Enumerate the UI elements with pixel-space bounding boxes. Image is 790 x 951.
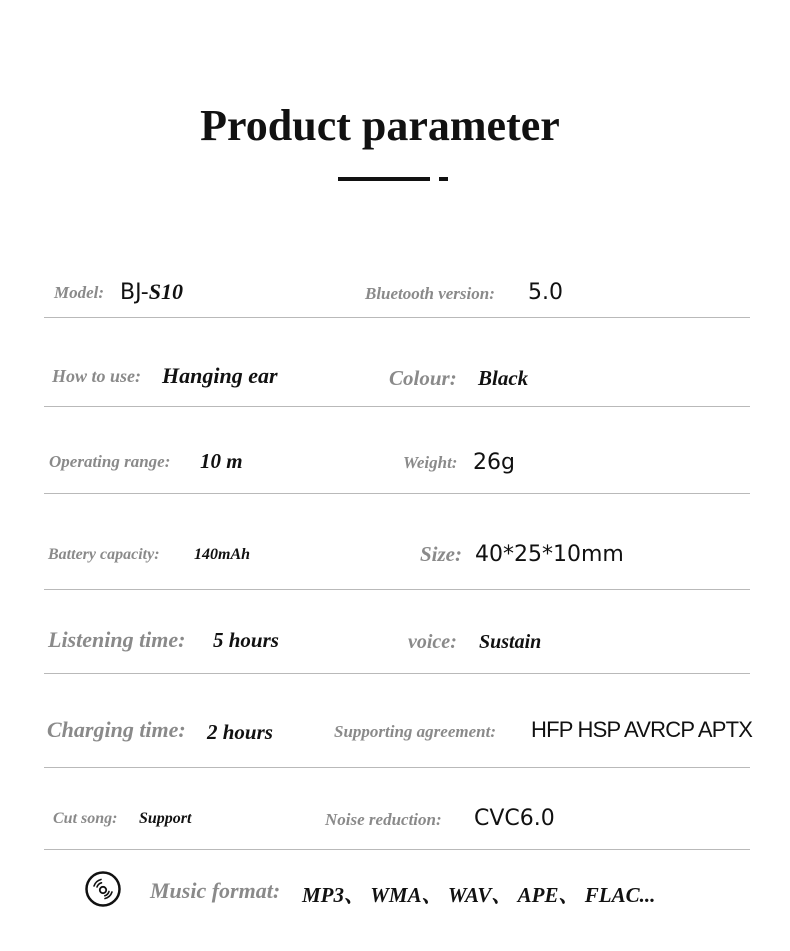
battery-capacity-label: Battery capacity: bbox=[48, 546, 160, 563]
model-value-suffix: S10 bbox=[148, 279, 183, 304]
colour-label: Colour: bbox=[389, 366, 457, 390]
row-separator bbox=[44, 849, 750, 850]
operating-range-value: 10 m bbox=[200, 449, 243, 473]
row-separator bbox=[44, 673, 750, 674]
listening-time-value: 5 hours bbox=[213, 628, 279, 652]
charging-time-value: 2 hours bbox=[207, 720, 273, 744]
voice-label: voice: bbox=[408, 631, 457, 653]
title-underline-dash bbox=[439, 177, 448, 181]
page-title: Product parameter bbox=[200, 101, 560, 150]
supporting-agreement-value: HFP HSP AVRCP APTX bbox=[531, 717, 753, 742]
model-value bbox=[120, 279, 183, 305]
noise-reduction-value: CVC6.0 bbox=[474, 806, 555, 831]
row-separator bbox=[44, 493, 750, 494]
title-underline bbox=[338, 177, 430, 181]
cut-song-value: Support bbox=[139, 810, 192, 827]
cut-song-label: Cut song: bbox=[53, 810, 118, 827]
how-to-use-value: Hanging ear bbox=[162, 363, 278, 388]
row-separator bbox=[44, 767, 750, 768]
colour-value: Black bbox=[478, 366, 529, 390]
music-format-label: Music format: bbox=[150, 878, 281, 903]
row-separator bbox=[44, 589, 750, 590]
bluetooth-version-label: Bluetooth version: bbox=[365, 284, 495, 303]
bluetooth-version-value: 5.0 bbox=[528, 280, 563, 305]
model-value-prefix: BJ- bbox=[120, 280, 149, 305]
noise-reduction-label: Noise reduction: bbox=[325, 810, 442, 829]
size-label: Size: bbox=[420, 542, 462, 566]
model-label: Model: bbox=[54, 283, 105, 302]
voice-value: Sustain bbox=[479, 631, 542, 653]
charging-time-label: Charging time: bbox=[47, 717, 186, 742]
how-to-use-label: How to use: bbox=[52, 366, 142, 386]
disc-icon bbox=[85, 871, 121, 907]
operating-range-label: Operating range: bbox=[49, 452, 171, 471]
listening-time-label: Listening time: bbox=[48, 627, 186, 652]
battery-capacity-value: 140mAh bbox=[194, 546, 251, 563]
row-separator bbox=[44, 317, 750, 318]
weight-label: Weight: bbox=[403, 453, 458, 472]
music-format-value: MP3、 WMA、 WAV、 APE、 FLAC... bbox=[302, 883, 656, 907]
weight-value: 26g bbox=[473, 450, 515, 475]
size-value: 40*25*10mm bbox=[475, 542, 624, 567]
supporting-agreement-label: Supporting agreement: bbox=[334, 722, 496, 741]
row-separator bbox=[44, 406, 750, 407]
